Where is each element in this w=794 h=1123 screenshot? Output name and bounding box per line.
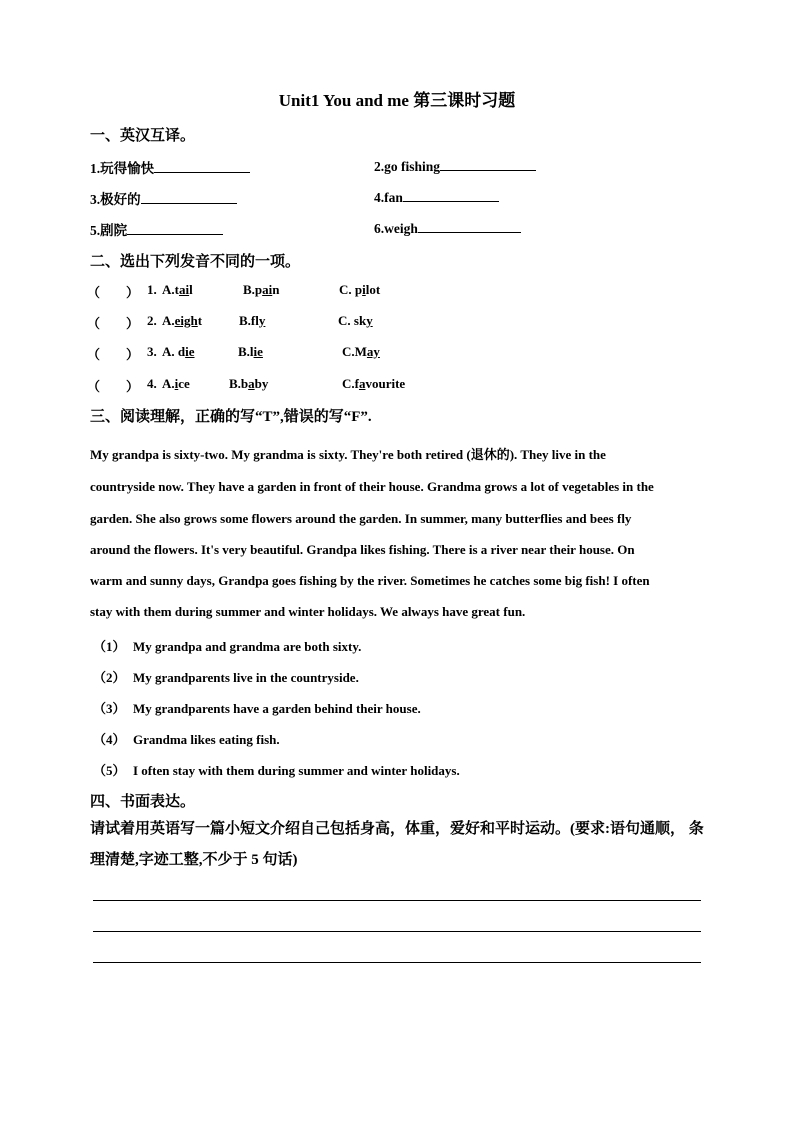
option-b: B.lie [238, 344, 263, 359]
passage-line: countryside now. They have a garden in front of their house. Grandma grows a lot of vegetables in the [90, 479, 654, 494]
page-title: Unit1 You and me 第三课时习题 [278, 91, 516, 110]
option-a: A.tail [162, 282, 193, 297]
answer-paren[interactable]: （ ） [87, 379, 140, 394]
statement-text: Grandma likes eating fish. [133, 732, 280, 747]
section1-heading: 一、英汉互译。 [90, 128, 196, 144]
answer-blank[interactable] [418, 219, 521, 233]
writing-line-3[interactable] [93, 962, 701, 963]
tf-statement-1 [93, 636, 361, 655]
tf-statement-4 [93, 729, 280, 748]
writing-prompt: 请试着用英语写一篇小短文介绍自己包括身高，体重，爱好和平时运动。(要求:语句通顺， 条理清楚,字迹工整,不少于 5 句话) [90, 821, 704, 868]
option-b: B.baby [229, 376, 269, 391]
statement-text: I often stay with them during summer and winter holidays. [133, 763, 460, 778]
vocab-label: 1.玩得愉快 [90, 161, 155, 176]
option-c: C. sky [338, 313, 373, 328]
option-c: C.favourite [342, 376, 406, 391]
writing-line-1[interactable] [93, 900, 701, 901]
section2-heading: 二、选出下列发音不同的一项。 [90, 254, 301, 270]
statement-number[interactable]: （3） [93, 701, 126, 716]
vocab-item-5 [90, 219, 223, 239]
vocab-label: 3.极好的 [90, 192, 141, 207]
passage-line: warm and sunny days, Grandpa goes fishing by the river. Sometimes he catches some big fish! I often [90, 573, 650, 588]
answer-paren[interactable]: （ ） [87, 316, 140, 331]
option-a: A.ice [162, 376, 190, 391]
statement-number[interactable]: （2） [93, 670, 126, 685]
option-c: C.May [342, 344, 380, 359]
answer-paren[interactable]: （ ） [87, 347, 140, 362]
question-number: 4. [147, 376, 157, 391]
option-c: C. pilot [339, 282, 381, 297]
tf-statement-2 [93, 667, 359, 686]
vocab-label: 5.剧院 [90, 223, 128, 238]
vocab-label: 6.weigh [374, 221, 418, 236]
vocab-item-6 [374, 219, 521, 237]
vocab-label: 4.fan [374, 190, 403, 205]
passage-line: My grandpa is sixty-two. My grandma is sixty. They're both retired (退休的). They live in the [90, 447, 606, 462]
question-number: 3. [147, 344, 157, 359]
vocab-item-4 [374, 188, 499, 206]
answer-blank[interactable] [403, 188, 499, 202]
question-number: 1. [147, 282, 157, 297]
statement-text: My grandpa and grandma are both sixty. [133, 639, 362, 654]
statement-text: My grandparents live in the countryside. [133, 670, 359, 685]
question-number: 2. [147, 313, 157, 328]
vocab-item-3 [90, 188, 237, 208]
option-a: A. die [162, 344, 195, 359]
vocab-label: 2.go fishing [374, 159, 441, 174]
tf-statement-3 [93, 698, 421, 717]
vocab-item-1 [90, 157, 250, 177]
statement-number[interactable]: （5） [93, 763, 126, 778]
tf-statement-5 [93, 760, 460, 779]
answer-blank[interactable] [154, 159, 250, 173]
answer-blank[interactable] [440, 157, 536, 171]
option-b: B.pain [243, 282, 280, 297]
vocab-item-2 [374, 157, 536, 175]
answer-paren[interactable]: （ ） [87, 285, 140, 300]
answer-blank[interactable] [127, 221, 223, 235]
writing-line-2[interactable] [93, 931, 701, 932]
section3-heading: 三、阅读理解，正确的写“T”,错误的写“F”. [90, 409, 372, 425]
passage-line: around the flowers. It's very beautiful. Grandpa likes fishing. There is a river near their house. On [90, 542, 635, 557]
statement-number[interactable]: （1） [93, 639, 126, 654]
statement-text: My grandparents have a garden behind their house. [133, 701, 421, 716]
option-a: A.eight [162, 313, 203, 328]
answer-blank[interactable] [141, 190, 237, 204]
statement-number[interactable]: （4） [93, 732, 126, 747]
passage-line: stay with them during summer and winter holidays. We always have great fun. [90, 604, 526, 619]
section4-heading: 四、书面表达。 [90, 794, 196, 810]
passage-line: garden. She also grows some flowers around the garden. In summer, many butterflies and bees fly [90, 511, 632, 526]
option-b: B.fly [239, 313, 266, 328]
